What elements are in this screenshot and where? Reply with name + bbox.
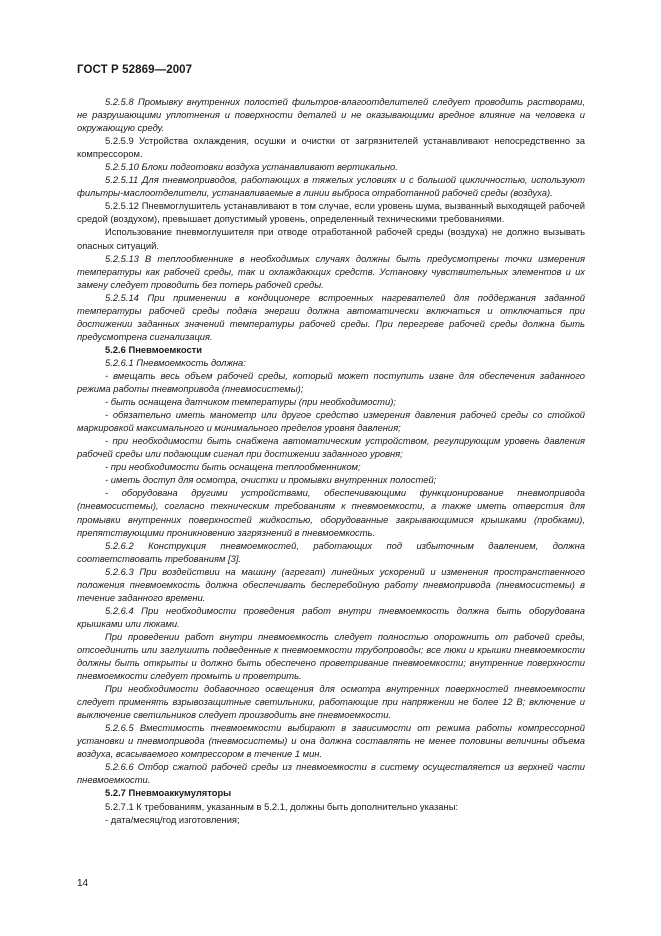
document-header: ГОСТ Р 52869—2007 (77, 64, 193, 76)
paragraph: 5.2.5.13 В теплообменнике в необходимых случаях должны быть предусмотрены точки измерения температуры как рабочей среды, так и охлаждающих средств. Установку чувствительных элементов и их замену следует проводить без потерь рабочей среды. (77, 252, 585, 290)
paragraph: - быть оснащена датчиком температуры (при необходимости); (105, 396, 396, 408)
document-body (77, 95, 585, 826)
section-heading: 5.2.6 Пневмоемкости (105, 343, 203, 355)
paragraph: - вмещать весь объем рабочей среды, который может поступить извне для обеспечения заданного режима работы пневмопривода (пневмосистемы); (77, 369, 585, 395)
paragraph: - оборудована другими устройствами, обеспечивающими функционирование пневмопривода (пневмосистемы), согласно техническим требованиям к пневмоемкости, а также иметь отверстия для промывки внутренних поверхностей жидкостью, оборудованные закрывающимися крышками (пробками), препятствующими проникновению загрязнений в пневмоемкость. (77, 487, 585, 538)
paragraph: - при необходимости быть оснащена теплообменником; (105, 461, 361, 473)
paragraph: 5.2.5.8 Промывку внутренних полостей фильтров-влагоотделителей следует проводить растворами, не разрушающими уплотнения и поверхности деталей и не оказывающими вредное влияние на человека и окружающую среду. (77, 96, 585, 134)
paragraph: При необходимости добавочного освещения для осмотра внутренних поверхностей пневмоемкости следует применять взрывозащитные светильники, работающие при напряжении не более 12 В; включение и выключение светильников следует производить вне пневмоемкости. (77, 683, 585, 721)
paragraph: 5.2.6.1 Пневмоемкость должна: (105, 356, 246, 368)
paragraph: 5.2.5.12 Пневмоглушитель устанавливают в том случае, если уровень шума, вызванный выходящей рабочей средой (воздухом), превышает допустимый уровень, определенный техническими требованиями. (77, 200, 585, 225)
paragraph: 5.2.5.10 Блоки подготовки воздуха устанавливают вертикально. (105, 161, 398, 173)
paragraph: 5.2.6.6 Отбор сжатой рабочей среды из пневмоемкости в систему осуществляется из верхней части пневмоемкости. (77, 761, 585, 786)
paragraph: - дата/месяц/год изготовления; (105, 813, 240, 825)
paragraph: 5.2.5.11 Для пневмоприводов, работающих в тяжелых условиях и с большой цикличностью, используют фильтры-маслоотделители, устанавливаемые в линии выброса отработанной рабочей среды (воздуха). (77, 174, 585, 199)
paragraph: 5.2.5.9 Устройства охлаждения, осушки и очистки от загрязнителей устанавливают непосредственно за компрессором. (77, 135, 585, 160)
paragraph: 5.2.5.14 При применении в кондиционере встроенных нагревателей для поддержания заданной температуры рабочей среды подача энергии должна автоматически включаться и отключаться при достижении заданных значений температуры рабочей среды. При перегреве рабочей среды должна быть предусмотрена сигнализация. (77, 291, 585, 342)
paragraph: При проведении работ внутри пневмоемкость следует полностью опорожнить от рабочей среды, отсоединить или заглушить подведенные к пневмоемкости трубопроводы; все люки и крышки пневмоемкости должны быть открыты и должно быть обеспечено проветривание пневмоемкости; внутренние поверхности пневмоемкости следует промыть и проветрить. (77, 630, 585, 682)
paragraph: - обязательно иметь манометр или другое средство измерения давления рабочей среды со стойкой маркировкой максимального и минимального пределов уровня давления; (77, 409, 585, 434)
paragraph: 5.2.6.4 При необходимости проведения работ внутри пневмоемкость должна быть оборудована крышками или люками. (77, 604, 585, 629)
page-number: 14 (77, 878, 89, 889)
paragraph: Использование пневмоглушителя при отводе отработанной рабочей среды (воздуха) не должно вызывать опасных ситуаций. (77, 226, 585, 251)
paragraph: 5.2.6.2 Конструкция пневмоемкостей, работающих под избыточным давлением, должна соответствовать требованиям [3]. (77, 539, 585, 564)
section-heading: 5.2.7 Пневмоаккумуляторы (105, 787, 232, 799)
paragraph: 5.2.6.5 Вместимость пневмоемкости выбирают в зависимости от режима работы компрессорной установки и пневмопривода (пневмосистемы) и она должна составлять не менее половины величины объема воздуха, всасываемого компрессором в течение 1 мин. (77, 722, 585, 760)
paragraph: - иметь доступ для осмотра, очистки и промывки внутренних полостей; (105, 474, 437, 486)
paragraph: - при необходимости быть снабжена автоматическим устройством, регулирующим уровень давления рабочей среды или подающим сигнал при достижении заданного уровня; (77, 435, 585, 460)
paragraph: 5.2.7.1 К требованиям, указанным в 5.2.1, должны быть дополнительно указаны: (105, 800, 459, 812)
paragraph: 5.2.6.3 При воздействии на машину (агрегат) линейных ускорений и изменения пространственного положения пневмоемкость должна обеспечивать бесперебойную работу пневмопривода (пневмосистемы) в течение заданного времени. (77, 565, 585, 603)
